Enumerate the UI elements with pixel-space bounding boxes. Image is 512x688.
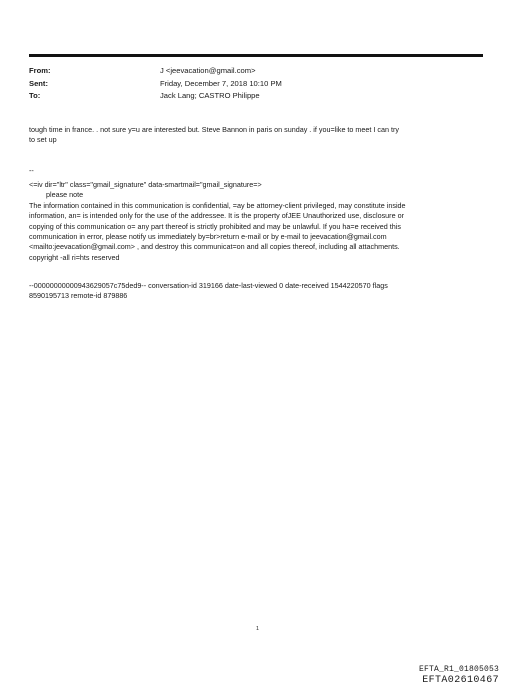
metadata-line: 8590195713 remote-id 879886 [29, 291, 128, 301]
from-value: J <jeevacation@gmail.com> [160, 66, 256, 75]
disclaimer-line: <mailto:jeevacation@gmail.com> , and destroy this communicat=on and all copies thereof, including all attachments. [29, 242, 400, 252]
to-row [29, 91, 260, 101]
disclaimer-line: communication in error, please notify us immediately by=br>return e-mail or by e-mail to jeevacation@gmail.com [29, 232, 387, 242]
from-row [29, 66, 256, 76]
body-line: tough time in france. . not sure y=u are interested but. Steve Bannon in paris on sunday . if you=like to meet I can try [29, 125, 399, 134]
from-label: From: [29, 66, 51, 75]
body-line: to set up [29, 135, 57, 144]
bates-number: EFTA02610467 [422, 675, 499, 686]
signature-separator: -- [29, 166, 34, 175]
signature-block [29, 180, 489, 263]
sent-value: Friday, December 7, 2018 10:10 PM [160, 79, 282, 88]
sent-label: Sent: [29, 79, 48, 88]
please-note: please note [46, 190, 84, 200]
to-value: Jack Lang; CASTRO Philippe [160, 91, 260, 100]
disclaimer-line: copyright -all ri=hts reserved [29, 252, 120, 262]
disclaimer-line: information, an= is intended only for the use of the addressee. It is the property ofJEE Unauthorized use, disclosure or [29, 211, 404, 221]
disclaimer-line: The information contained in this communication is confidential, =ay be attorney-client privileged, may constitute inside [29, 200, 406, 210]
signature-html-fragment: <=iv dir="ltr" class="gmail_signature" data-smartmail="gmail_signature=> [29, 180, 262, 189]
message-metadata [29, 281, 489, 302]
bates-number-r1: EFTA_R1_01805053 [418, 665, 499, 674]
header-rule [29, 54, 483, 57]
disclaimer-line: copying of this communication o= any part thereof is strictly prohibited and may be unlawful. If you ha=e received this [29, 221, 401, 231]
metadata-line: --00000000000943629057c75ded9-- conversation-id 319166 date-last-viewed 0 date-received 1544220570 flags [29, 281, 388, 290]
message-body [29, 125, 489, 145]
to-label: To: [29, 91, 41, 100]
sent-row [29, 79, 282, 89]
page-number: 1 [256, 626, 259, 632]
